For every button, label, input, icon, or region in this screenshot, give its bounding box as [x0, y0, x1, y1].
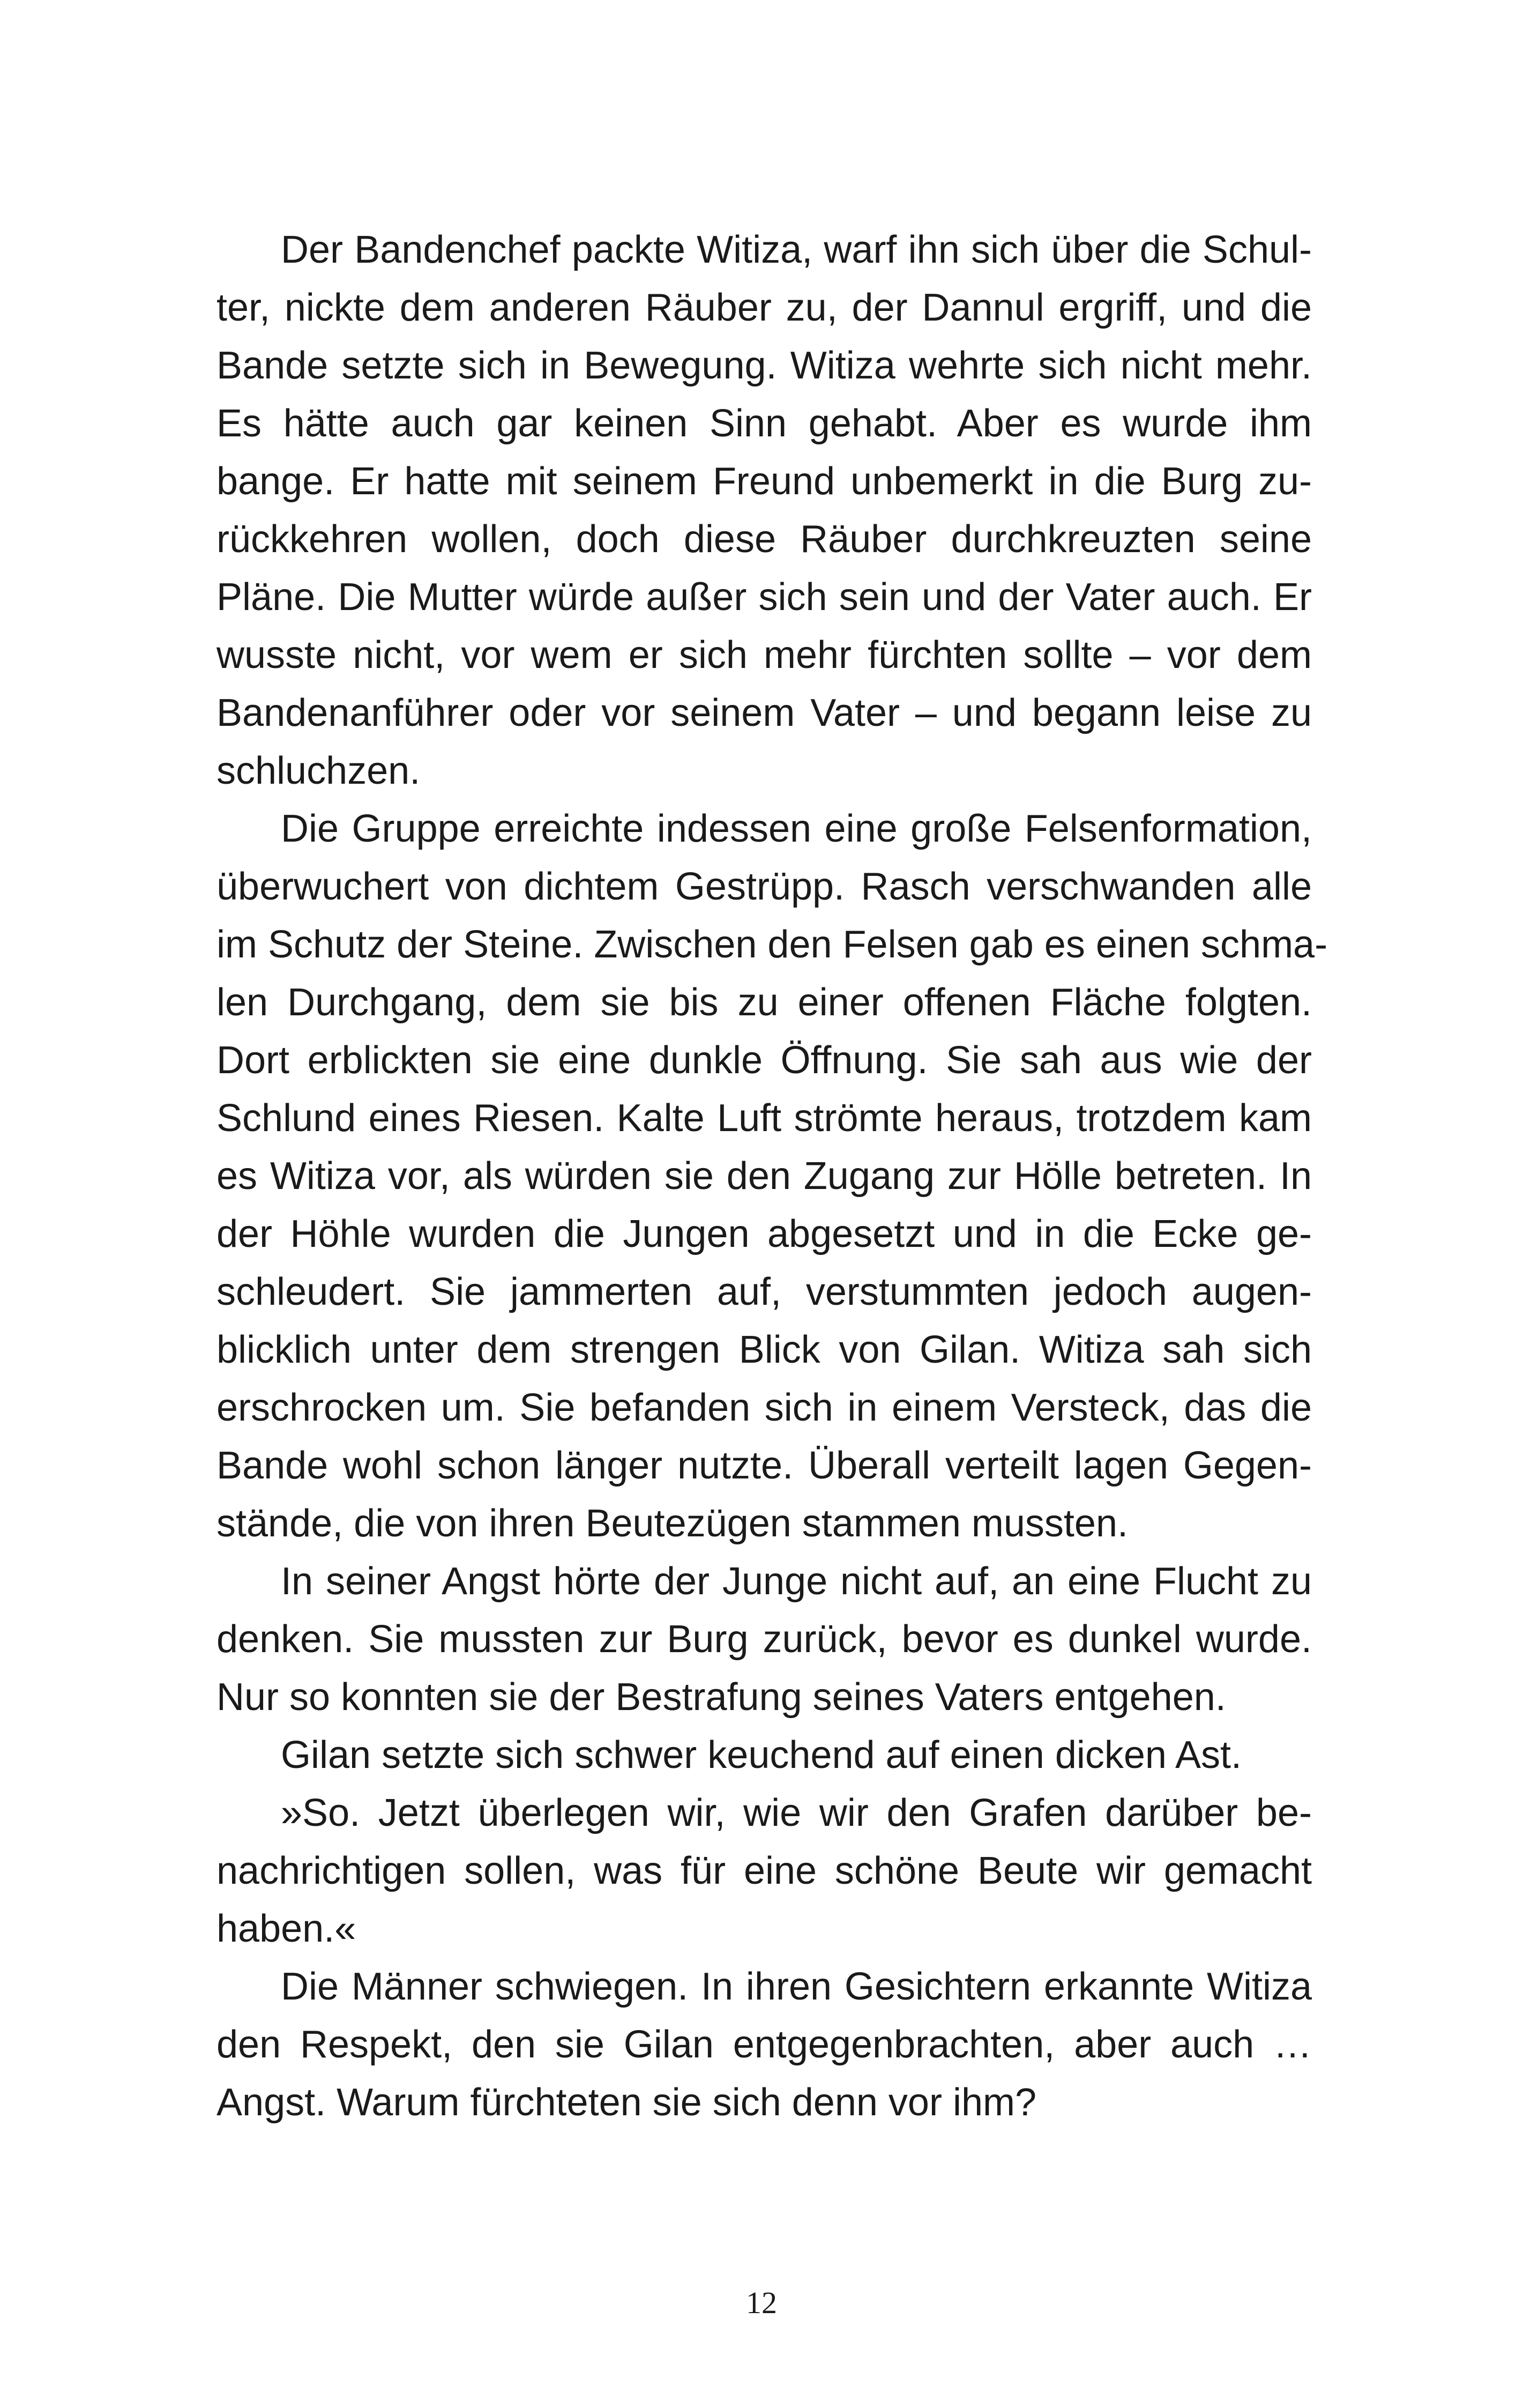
- paragraph-line: Nur so konnten sie der Bestrafung seines Vaters entgehen.: [216, 1676, 1226, 1719]
- paragraph-first-line: In seiner Angst hörte der Junge nicht auf, an eine Flucht zu: [281, 1560, 1312, 1603]
- paragraph-line: schleudert. Sie jammerten auf, verstummten jedoch augen-: [216, 1270, 1312, 1313]
- body-text: [216, 221, 1328, 2131]
- paragraph-line: Bandenanführer oder vor seinem Vater – und begann leise zu: [216, 692, 1312, 734]
- paragraph-line: rückkehren wollen, doch diese Räuber durchkreuzten seine: [216, 518, 1312, 561]
- paragraph-line: überwuchert von dichtem Gestrüpp. Rasch verschwanden alle: [216, 865, 1312, 908]
- paragraph-line: Pläne. Die Mutter würde außer sich sein und der Vater auch. Er: [216, 576, 1312, 619]
- paragraph-line: Es hätte auch gar keinen Sinn gehabt. Aber es wurde ihm: [216, 402, 1312, 445]
- page-number: 12: [746, 2285, 777, 2320]
- paragraph-line: im Schutz der Steine. Zwischen den Felsen gab es einen schma-: [216, 923, 1328, 966]
- paragraph-line: der Höhle wurden die Jungen abgesetzt und in die Ecke ge-: [216, 1213, 1312, 1255]
- paragraph-first-line: Die Gruppe erreichte indessen eine große Felsenformation,: [281, 807, 1312, 850]
- paragraph-line: denken. Sie mussten zur Burg zurück, bevor es dunkel wurde.: [216, 1618, 1312, 1661]
- paragraph-line: Schlund eines Riesen. Kalte Luft strömte heraus, trotzdem kam: [216, 1097, 1312, 1140]
- paragraph-first-line: »So. Jetzt überlegen wir, wie wir den Grafen darüber be-: [281, 1792, 1312, 1834]
- paragraph-line: stände, die von ihren Beutezügen stammen mussten.: [216, 1502, 1128, 1545]
- paragraph-line: haben.«: [216, 1907, 356, 1950]
- paragraph-line: erschrocken um. Sie befanden sich in einem Versteck, das die: [216, 1386, 1312, 1429]
- paragraph-line: den Respekt, den sie Gilan entgegenbrachten, aber auch …: [216, 2023, 1312, 2066]
- paragraph-line: nachrichtigen sollen, was für eine schöne Beute wir gemacht: [216, 1849, 1312, 1892]
- paragraph-first-line: Die Männer schwiegen. In ihren Gesichtern erkannte Witiza: [281, 1965, 1312, 2008]
- paragraph-line: es Witiza vor, als würden sie den Zugang zur Hölle betreten. In: [216, 1155, 1312, 1198]
- paragraph-line: wusste nicht, vor wem er sich mehr fürchten sollte – vor dem: [216, 634, 1312, 677]
- paragraph-line: Angst. Warum fürchteten sie sich denn vor ihm?: [216, 2081, 1036, 2124]
- paragraph-first-line: Der Bandenchef packte Witiza, warf ihn sich über die Schul-: [281, 228, 1312, 271]
- paragraph-line: Bande wohl schon länger nutzte. Überall verteilt lagen Gegen-: [216, 1444, 1312, 1487]
- paragraph-line: blicklich unter dem strengen Blick von Gilan. Witiza sah sich: [216, 1328, 1312, 1371]
- paragraph-line: ter, nickte dem anderen Räuber zu, der Dannul ergriff, und die: [216, 286, 1312, 329]
- paragraph-line: schluchzen.: [216, 749, 421, 792]
- paragraph-line: bange. Er hatte mit seinem Freund unbemerkt in die Burg zu-: [216, 460, 1312, 503]
- paragraph-line: Dort erblickten sie eine dunkle Öffnung. Sie sah aus wie der: [216, 1039, 1312, 1082]
- paragraph-line: Bande setzte sich in Bewegung. Witiza wehrte sich nicht mehr.: [216, 344, 1312, 387]
- paragraph-first-line: Gilan setzte sich schwer keuchend auf einen dicken Ast.: [281, 1734, 1242, 1777]
- paragraph-line: len Durchgang, dem sie bis zu einer offenen Fläche folgten.: [216, 981, 1312, 1024]
